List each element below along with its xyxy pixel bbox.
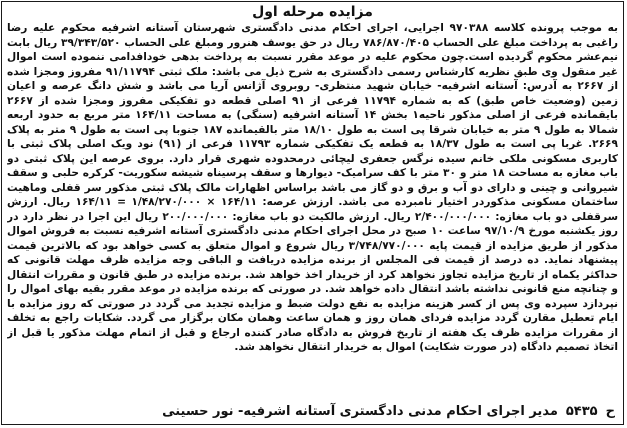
notice-signature: مدیر اجرای احکام مدنی دادگستری آستانه اشرفیه- نور حسینی (162, 404, 558, 419)
notice-code-letter: ح (605, 404, 615, 419)
notice-title: مزایده مرحله اول (252, 4, 373, 20)
notice-code-number: ۵۴۳۵ (565, 404, 598, 419)
notice-frame (1, 1, 624, 425)
notice-body (7, 21, 618, 403)
notice-paragraph: به موجب پرونده کلاسه ۹۷۰۳۸۸ اجرایی، اجرای احکام مدنی دادگستری شهرستان آستانه اشرفیه محکوم علیه رضا راغبی به پرداخت مبلغ علی الحساب ۷۸۶/۸۷۰/۴۰۵ ریال در حق یوسف هنرور ومبلغ علی الحساب ۳۹/۳۴۳/۵۲۰ ریال بابت نیم‌عشر محکوم گردیده است.چون محکوم علیه در موعد مقرر نسبت به پرداخت بدهی خودافدامی ننموده است اموال غیر منقول وی طبق نظریه کارشناس رسمی دادگستری به شرح ذیل می باشد: ملک ثبتی ۹۱/۱۱۷۹۴ مفروز ومجزا شده از ۲۶۶۷ به آدرس: آستانه اشرفیه- خیابان شهید منتظری- روبروی آژانس آریا می باشد و شش دانگ عرصه و اعیان زمین (وضعیت خاص طبق) که به شماره ۱۱۷۹۴ فرعی از ۹۱ اصلی قطعه دو تفکیکی مفروز ومجزا شده از ۲۶۶۷ بایقمانده فرعی از اصلی مذکور ناحیه۱ بخش ۱۴ آستانه اشرفیه (سنگی) به مساحت ۱۶۴/۱۱ متر مربع به حدود اربعه شمالا به طول ۹ متر به خیابان شرقا پی است به طول ۱۸/۱۰ متر بالقیمانده ۱۸۷ جنوبا پی است به طول ۹ متر به پلاک ۲۶۶۹. غربا پی است به طول ۱۸/۳۷ به قطعه یک تفکیکی شماره ۱۱۷۹۳ فرعی از (۹۱) نود ویک اصلی پلاک ثبتی با کاربری مسکونی ملکی خانم سیده نرگس جعفری لیچائی درمحدوده شهری قرار دارد. بروی عرصه این پلاک ثبتی دو باب مغازه به مساحت ۱۸ متر و ۳۰ متر با کف سرامیک- دیوارها و سقف پرسیناه شیشه سکوریت- کرکره حلبی و سقف شیروانی و چینی و دارای دو آب و برق و دو گاز می باشد براساس اظهارات مالک پلاک ثبتی مذکور سر قفلی وماهیت ساختمان مسکونی مذکوردر اختیار نامبرده می باشد. ارزش عرصه: ۱۶۴/۱۱ × ۱/۴۸/۲۷۰/۰۰۰ = ۱۶۴/۱۱ ریال. ارزش سرقفلی دو باب مغازه: ۲/۴۰۰/۰۰۰/۰۰۰ ریال. ارزش مالکیت دو باب مغازه: ۲۰۰/۰۰۰/۰۰۰ ریال این اجرا در نظر دارد در روز یکشنبه مورخ ۹۷/۱۰/۹ ساعت ۱۰ صبح در محل اجرای احکام مدنی دادگستری آستانه اشرفیه نسبت به فروش اموال مذکور از طریق مزایده از قیمت پایه ۳/۷۴۸/۷۷۰/۰۰۰ ریال شروع و اموال متعلق به کسی خواهد بود که بالاترین قیمت پیشنهاد نماید. ده درصد از قیمت فی المجلس از برنده مزایده دریافت و الباقی وجه مزایده ظرف مهلت قانونی که حداکثر یکماه از تاریخ مزایده تجاوز نخواهد کرد از خریدار اخذ خواهد شد. برنده مزایده در طبق قانون و مقررات انتقال و چنانچه منع قانونی نداشته باشد انتقال داده خواهد شد. در صورتی که برنده مزایده در موعد مقرر بقیه بهای اموال را نپردازد سپرده وی پس از کسر هزینه مزایده به نفع دولت ضبط و مزایده تجدید می گردد در صورتی که روز مزایده با ایام تعطیل مقارن گردد مزایده فردای همان روز و همان ساعت وهمان مکان برگزار می گردد. شکایات راجع به تخلف از مقررات مزایده ظرف یک هفته از تاریخ فروش به دادگاه صادر کننده ارجاع و قبل از اتمام مهلت مذکور یا قبل از اتخاذ تصمیم دادگاه (در صورت شکایت) اموال به خریدار انتقال نخواهد شد. (7, 22, 618, 353)
notice-footer (10, 403, 615, 421)
